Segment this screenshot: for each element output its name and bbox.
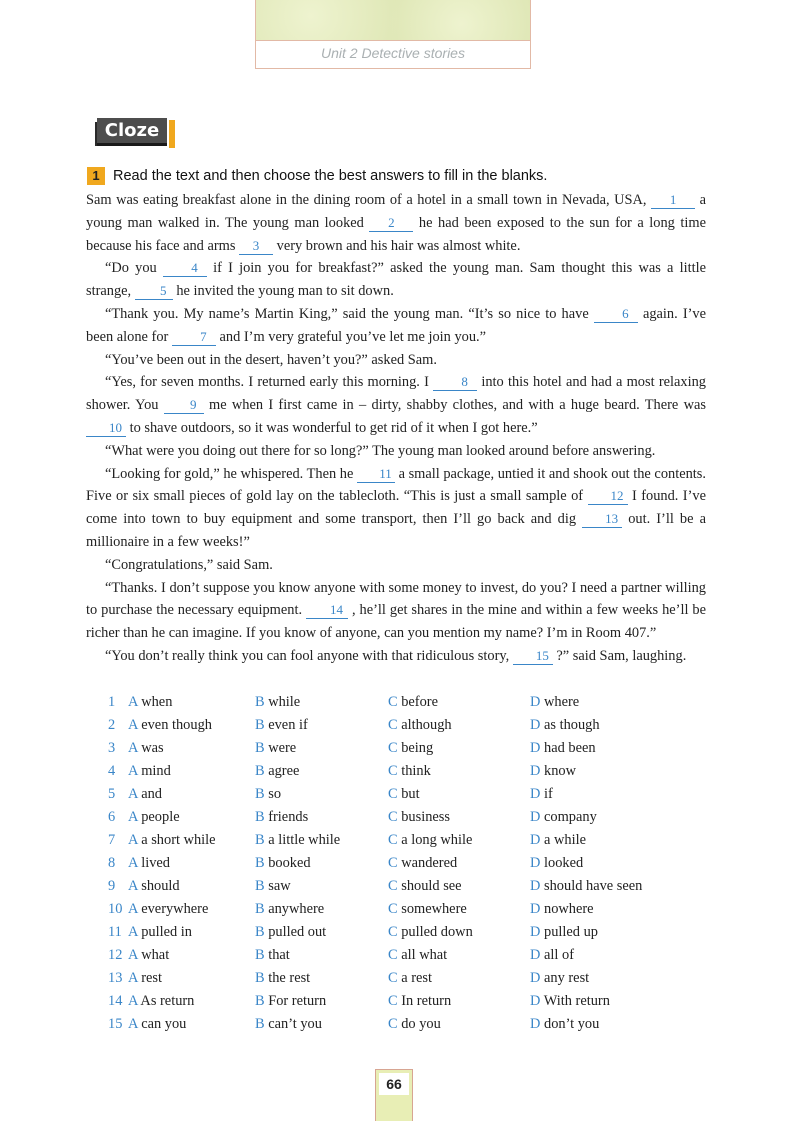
option-c: C business (388, 809, 450, 825)
option-d: D nowhere (530, 901, 594, 917)
option-d: D don’t you (530, 1016, 600, 1032)
option-row (108, 761, 708, 784)
option-b: B agree (255, 763, 300, 779)
option-a: A As return (128, 993, 195, 1009)
option-d: D as though (530, 717, 600, 733)
blank-13: 13 (582, 511, 622, 528)
option-a: A when (128, 694, 173, 710)
blank-2: 2 (369, 215, 413, 232)
paragraph: “You’ve been out in the desert, haven’t you?” asked Sam. (105, 351, 437, 368)
question-number: 5 (108, 786, 116, 802)
option-d: D looked (530, 855, 584, 871)
option-c: C do you (388, 1016, 441, 1032)
question-number: 10 (108, 901, 123, 917)
option-a: A people (128, 809, 180, 825)
exercise-instruction (87, 166, 547, 186)
page-number-tab (375, 1069, 413, 1121)
option-b: B can’t you (255, 1016, 322, 1032)
option-b: B the rest (255, 970, 311, 986)
option-d: D where (530, 694, 580, 710)
paragraph: “What were you doing out there for so long?” The young man looked around before answering. (105, 442, 656, 459)
option-c: C a long while (388, 832, 473, 848)
blank-5: 5 (135, 283, 173, 300)
option-c: C a rest (388, 970, 432, 986)
option-row (108, 807, 708, 830)
option-d: D should have seen (530, 878, 643, 894)
page-number: 66 (379, 1073, 409, 1095)
option-b: B were (255, 740, 297, 756)
option-d: D if (530, 786, 553, 802)
exercise-number: 1 (87, 167, 105, 185)
blank-6: 6 (594, 306, 638, 323)
section-title: Cloze (97, 118, 167, 146)
option-a: A can you (128, 1016, 187, 1032)
option-a: A pulled in (128, 924, 192, 940)
cloze-passage (86, 189, 706, 668)
option-c: C In return (388, 993, 452, 1009)
option-row (108, 784, 708, 807)
option-a: A even though (128, 717, 212, 733)
option-row (108, 968, 708, 991)
option-c: C although (388, 717, 452, 733)
blank-3: 3 (239, 238, 273, 255)
blank-14: 14 (306, 602, 348, 619)
instruction-text: Read the text and then choose the best answers to fill in the blanks. (113, 168, 548, 184)
question-number: 9 (108, 878, 116, 894)
option-d: D a while (530, 832, 586, 848)
option-row (108, 853, 708, 876)
option-b: B saw (255, 878, 291, 894)
unit-header (255, 0, 531, 69)
answer-options (108, 692, 708, 1037)
option-c: C before (388, 694, 438, 710)
option-d: D know (530, 763, 576, 779)
question-number: 13 (108, 970, 123, 986)
option-b: B that (255, 947, 290, 963)
option-c: C should see (388, 878, 462, 894)
option-c: C think (388, 763, 431, 779)
section-badge (95, 116, 175, 150)
question-number: 6 (108, 809, 116, 825)
option-b: B pulled out (255, 924, 327, 940)
option-b: B a little while (255, 832, 341, 848)
paragraph: “Do you 4 if I join you for breakfast?” asked the young man. Sam thought this was a little strange, 5 he invited the young man to sit down. (86, 260, 706, 300)
question-number: 8 (108, 855, 116, 871)
paragraph: “Yes, for seven months. I returned early this morning. I 8 into this hotel and had a most relaxing shower. You 9 me when I first came in – dirty, shabby clothes, and with a huge beard. There was 10 to shave outdoors, so it was wonderful to get rid of it when I got here.” (86, 374, 706, 436)
blank-1: 1 (651, 192, 695, 209)
option-b: B For return (255, 993, 327, 1009)
option-b: B friends (255, 809, 309, 825)
blank-12: 12 (588, 488, 628, 505)
option-a: A should (128, 878, 180, 894)
paragraph: “Congratulations,” said Sam. (105, 556, 273, 573)
option-row (108, 945, 708, 968)
option-b: B anywhere (255, 901, 325, 917)
blank-15: 15 (513, 648, 553, 665)
paragraph: “Thank you. My name’s Martin King,” said the young man. “It’s so nice to have 6 again. I’ve been alone for 7 and I’m very grateful you’ve let me join you.” (86, 305, 706, 345)
option-a: A lived (128, 855, 170, 871)
option-row (108, 738, 708, 761)
header-decoration (256, 0, 530, 41)
option-a: A everywhere (128, 901, 209, 917)
option-b: B booked (255, 855, 311, 871)
option-d: D With return (530, 993, 610, 1009)
option-row (108, 1014, 708, 1037)
option-a: A and (128, 786, 162, 802)
option-d: D company (530, 809, 597, 825)
unit-title: Unit 2 Detective stories (321, 45, 465, 61)
option-row (108, 991, 708, 1014)
paragraph: “Looking for gold,” he whispered. Then he 11 a small package, untied it and shook out the contents. Five or six small pieces of gold lay on the tablecloth. “This is just a small sample of 12 I found. I’ve come into town to buy equipment and some transport, then I’ll go back and dig 13 out. I’ll be a millionaire in a few weeks!” (86, 465, 706, 550)
question-number: 1 (108, 694, 116, 710)
question-number: 2 (108, 717, 116, 733)
question-number: 12 (108, 947, 123, 963)
blank-4: 4 (163, 260, 207, 277)
blank-10: 10 (86, 420, 126, 437)
paragraph: Sam was eating breakfast alone in the dining room of a hotel in a small town in Nevada, USA, 1 a young man walked in. The young man looked 2 he had been exposed to the sun for a long time because his face and arms 3 very brown and his hair was almost white. (86, 192, 706, 254)
option-a: A what (128, 947, 170, 963)
option-c: C wandered (388, 855, 458, 871)
option-row (108, 830, 708, 853)
question-number: 11 (108, 924, 122, 940)
question-number: 3 (108, 740, 116, 756)
blank-7: 7 (172, 329, 216, 346)
option-row (108, 715, 708, 738)
option-d: D any rest (530, 970, 590, 986)
option-c: C but (388, 786, 420, 802)
option-d: D pulled up (530, 924, 598, 940)
option-row (108, 922, 708, 945)
option-c: C being (388, 740, 434, 756)
option-row (108, 876, 708, 899)
option-row (108, 899, 708, 922)
option-a: A was (128, 740, 164, 756)
option-d: D had been (530, 740, 596, 756)
option-d: D all of (530, 947, 574, 963)
blank-9: 9 (164, 397, 204, 414)
option-c: C pulled down (388, 924, 473, 940)
option-b: B while (255, 694, 301, 710)
question-number: 15 (108, 1016, 123, 1032)
paragraph: “You don’t really think you can fool anyone with that ridiculous story, 15 ?” said Sam, laughing. (105, 647, 687, 664)
question-number: 14 (108, 993, 123, 1009)
blank-11: 11 (357, 466, 395, 483)
option-a: A mind (128, 763, 171, 779)
option-b: B even if (255, 717, 308, 733)
option-row (108, 692, 708, 715)
option-a: A rest (128, 970, 162, 986)
paragraph: “Thanks. I don’t suppose you know anyone with some money to invest, do you? I need a partner willing to purchase the necessary equipment. 14 , he’ll get shares in the mine and within a few weeks he’ll be richer than he can imagine. If you know of anyone, can you mention my name? I’m in Room 407.” (86, 579, 706, 642)
option-b: B so (255, 786, 282, 802)
option-c: C all what (388, 947, 448, 963)
option-c: C somewhere (388, 901, 467, 917)
question-number: 4 (108, 763, 116, 779)
option-a: A a short while (128, 832, 216, 848)
blank-8: 8 (433, 374, 477, 391)
question-number: 7 (108, 832, 116, 848)
